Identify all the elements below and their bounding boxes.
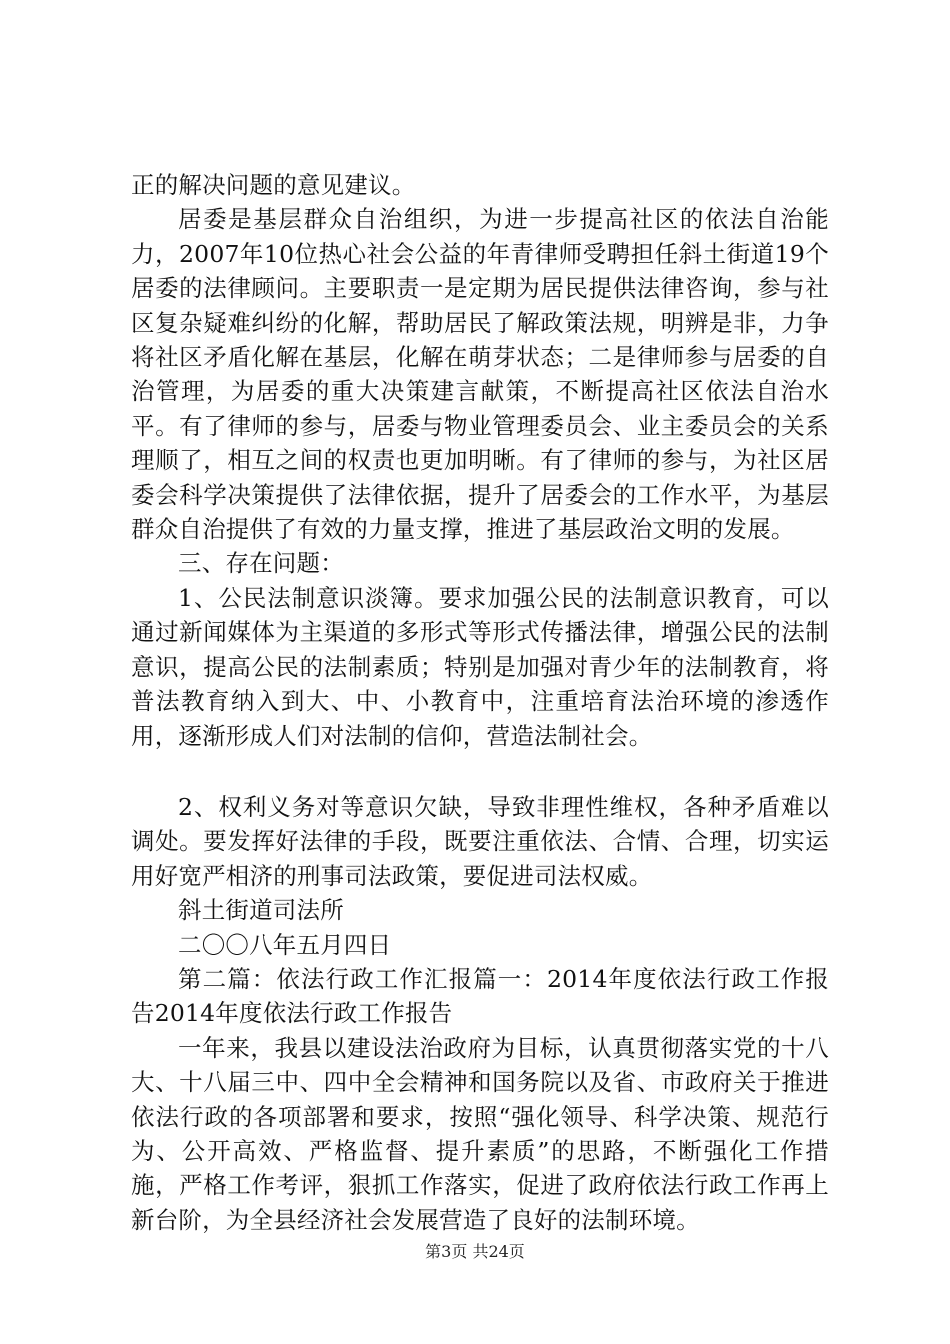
document-body xyxy=(131,168,829,1237)
section-heading: 三、存在问题： xyxy=(178,549,344,578)
paragraph-issue-1: 1、公民法制意识淡簿。要求加强公民的法制意识教育，可以通过新闻媒体为主渠道的多形式等形式传播法律，增强公民的法制意识，提高公民的法制素质；特别是加强对青少年的法制教育，将普法教育纳入到大、中、小教育中，注重培育法治环境的渗透作用，逐渐形成人们对法制的信仰，营造法制社会。 xyxy=(131,583,829,750)
paragraph-gap xyxy=(131,753,829,790)
paragraph-report: 一年来，我县以建设法治政府为目标，认真贯彻落实党的十八大、十八届三中、四中全会精神和国务院以及省、市政府关于推进依法行政的各项部署和要求，按照“强化领导、科学决策、规范行为、公开高效、严格监督、提升素质”的思路，不断强化工作措施，严格工作考评，狠抓工作落实，促进了政府依法行政工作再上新台阶，为全县经济社会发展营造了良好的法制环境。 xyxy=(131,1033,829,1234)
signature-org: 斜土街道司法所 xyxy=(178,896,344,925)
paragraph-1: 正的解决问题的意见建议。 xyxy=(131,171,416,199)
signature-date: 二〇〇八年五月四日 xyxy=(178,930,392,959)
page-number-footer: 第3页 共24页 xyxy=(425,1242,525,1261)
chapter-title: 第二篇：依法行政工作汇报篇一：2014年度依法行政工作报告2014年度依法行政工作报告 xyxy=(131,964,829,1028)
paragraph-issue-2: 2、权利义务对等意识欠缺，导致非理性维权，各种矛盾难以调处。要发挥好法律的手段，既要注重依法、合情、合理，切实运用好宽严相济的刑事司法政策，要促进司法权威。 xyxy=(131,792,829,890)
paragraph-2: 居委是基层群众自治组织，为进一步提高社区的依法自治能力，2007年10位热心社会公益的年青律师受聘担任斜土街道19个居委的法律顾问。主要职责一是定期为居民提供法律咨询，参与社区复杂疑难纠纷的化解，帮助居民了解政策法规，明辨是非，力争将社区矛盾化解在基层，化解在萌芽状态；二是律师参与居委的自治管理，为居委的重大决策建言献策，不断提高社区依法自治水平。有了律师的参与，居委与物业管理委员会、业主委员会的关系理顺了，相互之间的权责也更加明晰。有了律师的参与，为社区居委会科学决策提供了法律依据，提升了居委会的工作水平，为基层群众自治提供了有效的力量支撑，推进了基层政治文明的发展。 xyxy=(131,205,829,544)
